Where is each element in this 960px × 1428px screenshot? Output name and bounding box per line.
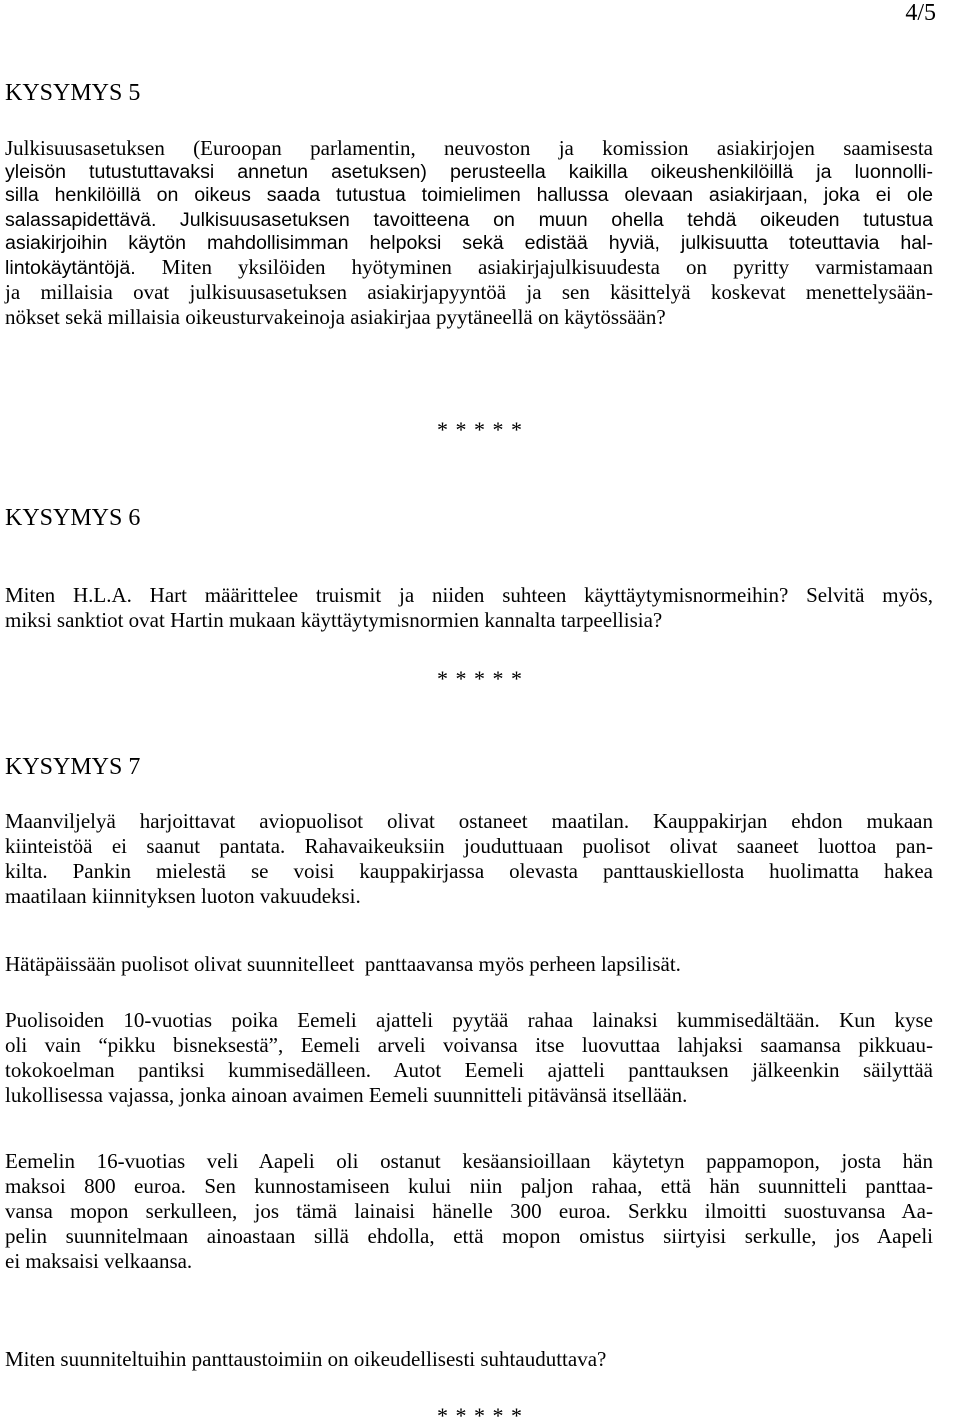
q7-paragraph-4 (5, 1149, 933, 1274)
q7-question-line: Miten suunniteltuihin panttaustoimiin on oikeudellisesti suhtauduttava? (5, 1347, 607, 1371)
q6-line-2: miksi sanktiot ovat Hartin mukaan käyttäytymisnormien kannalta tarpeellisia? (5, 608, 663, 632)
q7-question (5, 1347, 933, 1372)
question-7-heading: KYSYMYS 7 (5, 754, 141, 780)
question-6-text (5, 583, 933, 633)
q5-line-7: ja millaisia ovat julkisuusasetuksen asiakirjapyyntöä ja sen käsittelyä koskevat menettelysään- (5, 280, 933, 304)
q7-p3-line-4: lukollisessa vajassa, jonka ainoan avaimen Eemeli suunnitteli pitävänsä itsellään. (5, 1083, 688, 1107)
page-number: 4/5 (905, 0, 936, 26)
q7-p1-line-2: kiinteistöä ei saanut pantata. Rahavaikeuksiin jouduttuaan puolisot olivat saaneet luottoa pan- (5, 834, 933, 858)
q5-line-3: silla henkilöillä on oikeus saada tutustua toimielimen hallussa olevaan asiakirjaan, joka ei ole (5, 184, 933, 206)
separator-3: * * * * * (437, 1403, 523, 1428)
q5-line-8: nökset sekä millaisia oikeusturvakeinoja asiakirjaa pyytäneellä on käytössään? (5, 305, 666, 329)
q5-line-4 (5, 207, 933, 232)
q7-p3-line-1: Puolisoiden 10-vuotias poika Eemeli ajatteli pyytää rahaa lainaksi kummisedältään. Kun kyse (5, 1008, 933, 1032)
q5-line-6b: Miten yksilöiden hyötyminen asiakirjajulkisuudesta on pyritty varmistamaan (161, 255, 933, 279)
q7-p1-line-1: Maanviljelyä harjoittavat aviopuolisot olivat ostaneet maatilan. Kauppakirjan ehdon mukaan (5, 809, 933, 833)
q5-line-1: Julkisuusasetuksen (Euroopan parlamentin, neuvoston ja komission asiakirjojen saamisesta (5, 136, 933, 160)
q7-p4-line-2: maksoi 800 euroa. Sen kunnostamiseen kului niin paljon rahaa, että hän suunnitteli panttaa- (5, 1174, 933, 1198)
question-6-heading: KYSYMYS 6 (5, 505, 141, 531)
q7-p4-line-1: Eemelin 16-vuotias veli Aapeli oli ostanut kesäansioillaan käytetyn pappamopon, josta hän (5, 1149, 933, 1173)
q7-p4-line-5: ei maksaisi velkaansa. (5, 1249, 193, 1273)
q5-line-6a: lintokäytäntöjä. (5, 257, 136, 279)
q7-p1-line-4: maatilaan kiinnityksen luoton vakuudeksi. (5, 884, 361, 908)
q5-line-2: yleisön tutustuttavaksi annetun asetuksen) perusteella kaikilla oikeushenkilöillä ja luonnolli- (5, 161, 933, 183)
question-5-text (5, 136, 933, 330)
q7-p4-line-3: vansa mopon serkulleen, jos tämä lainaisi hänelle 300 euroa. Serkku ilmoitti suostuvansa Aa- (5, 1199, 933, 1223)
q6-line-1: Miten H.L.A. Hart määrittelee truismit ja niiden suhteen käyttäytymisnormeihin? Selvitä myös, (5, 583, 933, 607)
q5-line-5: asiakirjoihin käytön mahdollisimman helpoksi sekä edistää hyviä, julkisuutta toteuttavia hal- (5, 232, 933, 254)
q7-p3-line-3: tokokoelman pantiksi kummisedälleen. Autot Eemeli ajatteli panttauksen jälkeenkin säilyttää (5, 1058, 933, 1082)
q7-p1-line-3: kilta. Pankin mielestä se voisi kauppakirjassa olevasta panttauskiellosta huolimatta hakea (5, 859, 933, 883)
q7-p3-line-2: oli vain “pikku bisneksestä”, Eemeli arveli voivansa itse luovuttaa lahjaksi saamansa pikkuau- (5, 1033, 933, 1057)
separator-1: * * * * * (437, 417, 523, 442)
question-5-heading: KYSYMYS 5 (5, 80, 141, 106)
q5-line-4b: Julkisuusasetuksen tavoitteena on muun ohella tehdä oikeuden tutustua (179, 209, 933, 231)
q7-p2-line-1: Hätäpäissään puolisot olivat suunnitelleet panttaavansa myös perheen lapsilisät. (5, 952, 681, 976)
q7-paragraph-2 (5, 952, 933, 977)
q7-paragraph-1 (5, 809, 933, 909)
q5-line-6 (5, 255, 933, 280)
q7-paragraph-3 (5, 1008, 933, 1108)
q5-line-4a: salassapidettävä. (5, 209, 157, 231)
q7-p4-line-4: pelin suunnitelmaan ainoastaan sillä ehdolla, että mopon omistus siirtyisi serkulle, jos Aapeli (5, 1224, 933, 1248)
separator-2: * * * * * (437, 666, 523, 691)
